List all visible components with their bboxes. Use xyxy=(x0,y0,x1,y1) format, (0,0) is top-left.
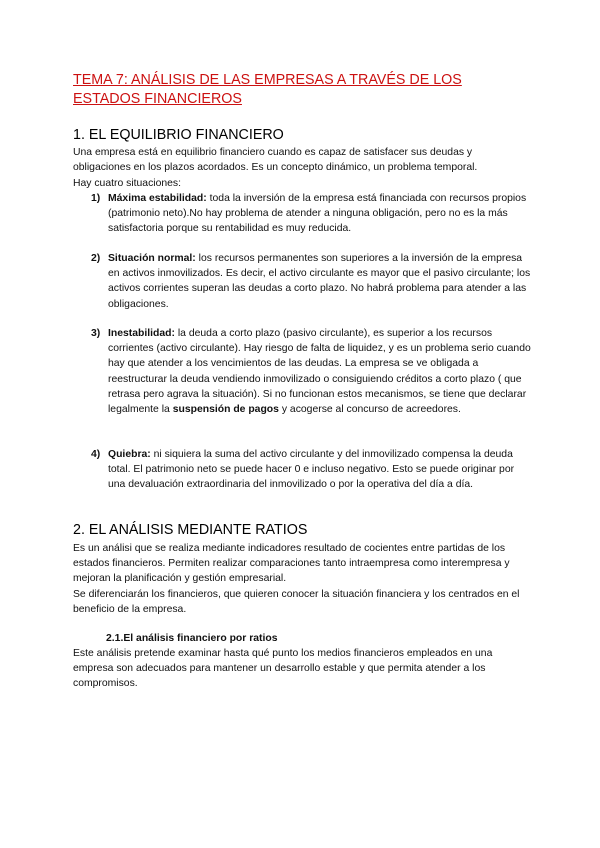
list-item-1 xyxy=(91,191,531,237)
section-2-heading: 2. EL ANÁLISIS MEDIANTE RATIOS xyxy=(73,522,308,538)
document-title: TEMA 7: ANÁLISIS DE LAS EMPRESAS A TRAVÉS DE LOS ESTADOS FINANCIEROS xyxy=(73,72,462,107)
list-term-emphasis: suspensión de pagos xyxy=(172,404,279,416)
list-number: 3) xyxy=(91,328,101,339)
list-term: Inestabilidad: xyxy=(108,328,175,339)
list-number: 2) xyxy=(91,253,101,264)
list-term: Máxima estabilidad: xyxy=(108,193,207,204)
section-1-heading: 1. EL EQUILIBRIO FINANCIERO xyxy=(73,127,284,143)
list-text: la deuda a corto plazo (pasivo circulante), es superior a los recursos corrientes (activo circulante). Hay riesgo de falta de liquidez, y es un problema serio cuando hay que atender a los vencimientos de las deudas. La empresa se ve obligada a reestructurar la deuda vendiendo inmovilizado o consiguiendo créditos a corto plazo ( que retrasa pero agrava la situación). Si no funcionan estos mecanismos, se tiene que declarar legalmente la xyxy=(108,328,531,416)
list-item-2 xyxy=(91,251,531,312)
section-2-paragraph-1: Es un análisi que se realiza mediante indicadores resultado de cocientes entre partidas de los estados financieros. Permiten realizar comparaciones tanto intraempresa como interempresa y mejoran la planificación y gestión empresarial. xyxy=(73,543,510,585)
list-number: 1) xyxy=(91,193,101,204)
list-text: toda la inversión de la empresa está financiada con recursos propios (patrimonio neto).No hay problema de atender a ninguna obligación, pero no es la más satisfactoria porque su rentabilidad es muy reducida. xyxy=(108,193,527,235)
list-term: Situación normal: xyxy=(108,253,196,264)
list-text: ni siquiera la suma del activo circulante y del inmovilizado compensa la deuda total. El patrimonio neto se puede hacer 0 e incluso negativo. Esto se puede originar por una devaluación extraordinaria del inmovilizado o por la operativa del día a día. xyxy=(108,449,515,491)
list-text: los recursos permanentes son superiores a la inversión de la empresa en activos inmovilizados. Es decir, el activo circulante es mayor que el pasivo circulante; los activos corrientes superan las deudas a corto plazo. No habrá problema para atender a las obligaciones. xyxy=(108,253,531,310)
list-item-4 xyxy=(91,447,531,493)
list-item-3 xyxy=(91,326,531,417)
subsection-paragraph: Este análisis pretende examinar hasta qué punto los medios financieros empleados en una empresa son adecuados para mantener un desarrollo estable y que permita atender a los compromisos. xyxy=(73,648,493,690)
section-1-lead: Hay cuatro situaciones: xyxy=(73,178,182,189)
list-text-tail: y acogerse al concurso de acreedores. xyxy=(278,404,461,416)
subsection-heading: 2.1.El análisis financiero por ratios xyxy=(106,633,278,644)
section-1-intro: Una empresa está en equilibrio financiero cuando es capaz de satisfacer sus deudas y obligaciones en los plazos acordados. Es un concepto dinámico, un problema temporal. xyxy=(73,147,478,174)
list-number: 4) xyxy=(91,449,101,460)
section-2-paragraph-2: Se diferenciarán los financieros, que quieren conocer la situación financiera y los centrados en el beneficio de la empresa. xyxy=(73,589,520,616)
list-term: Quiebra: xyxy=(108,449,151,460)
